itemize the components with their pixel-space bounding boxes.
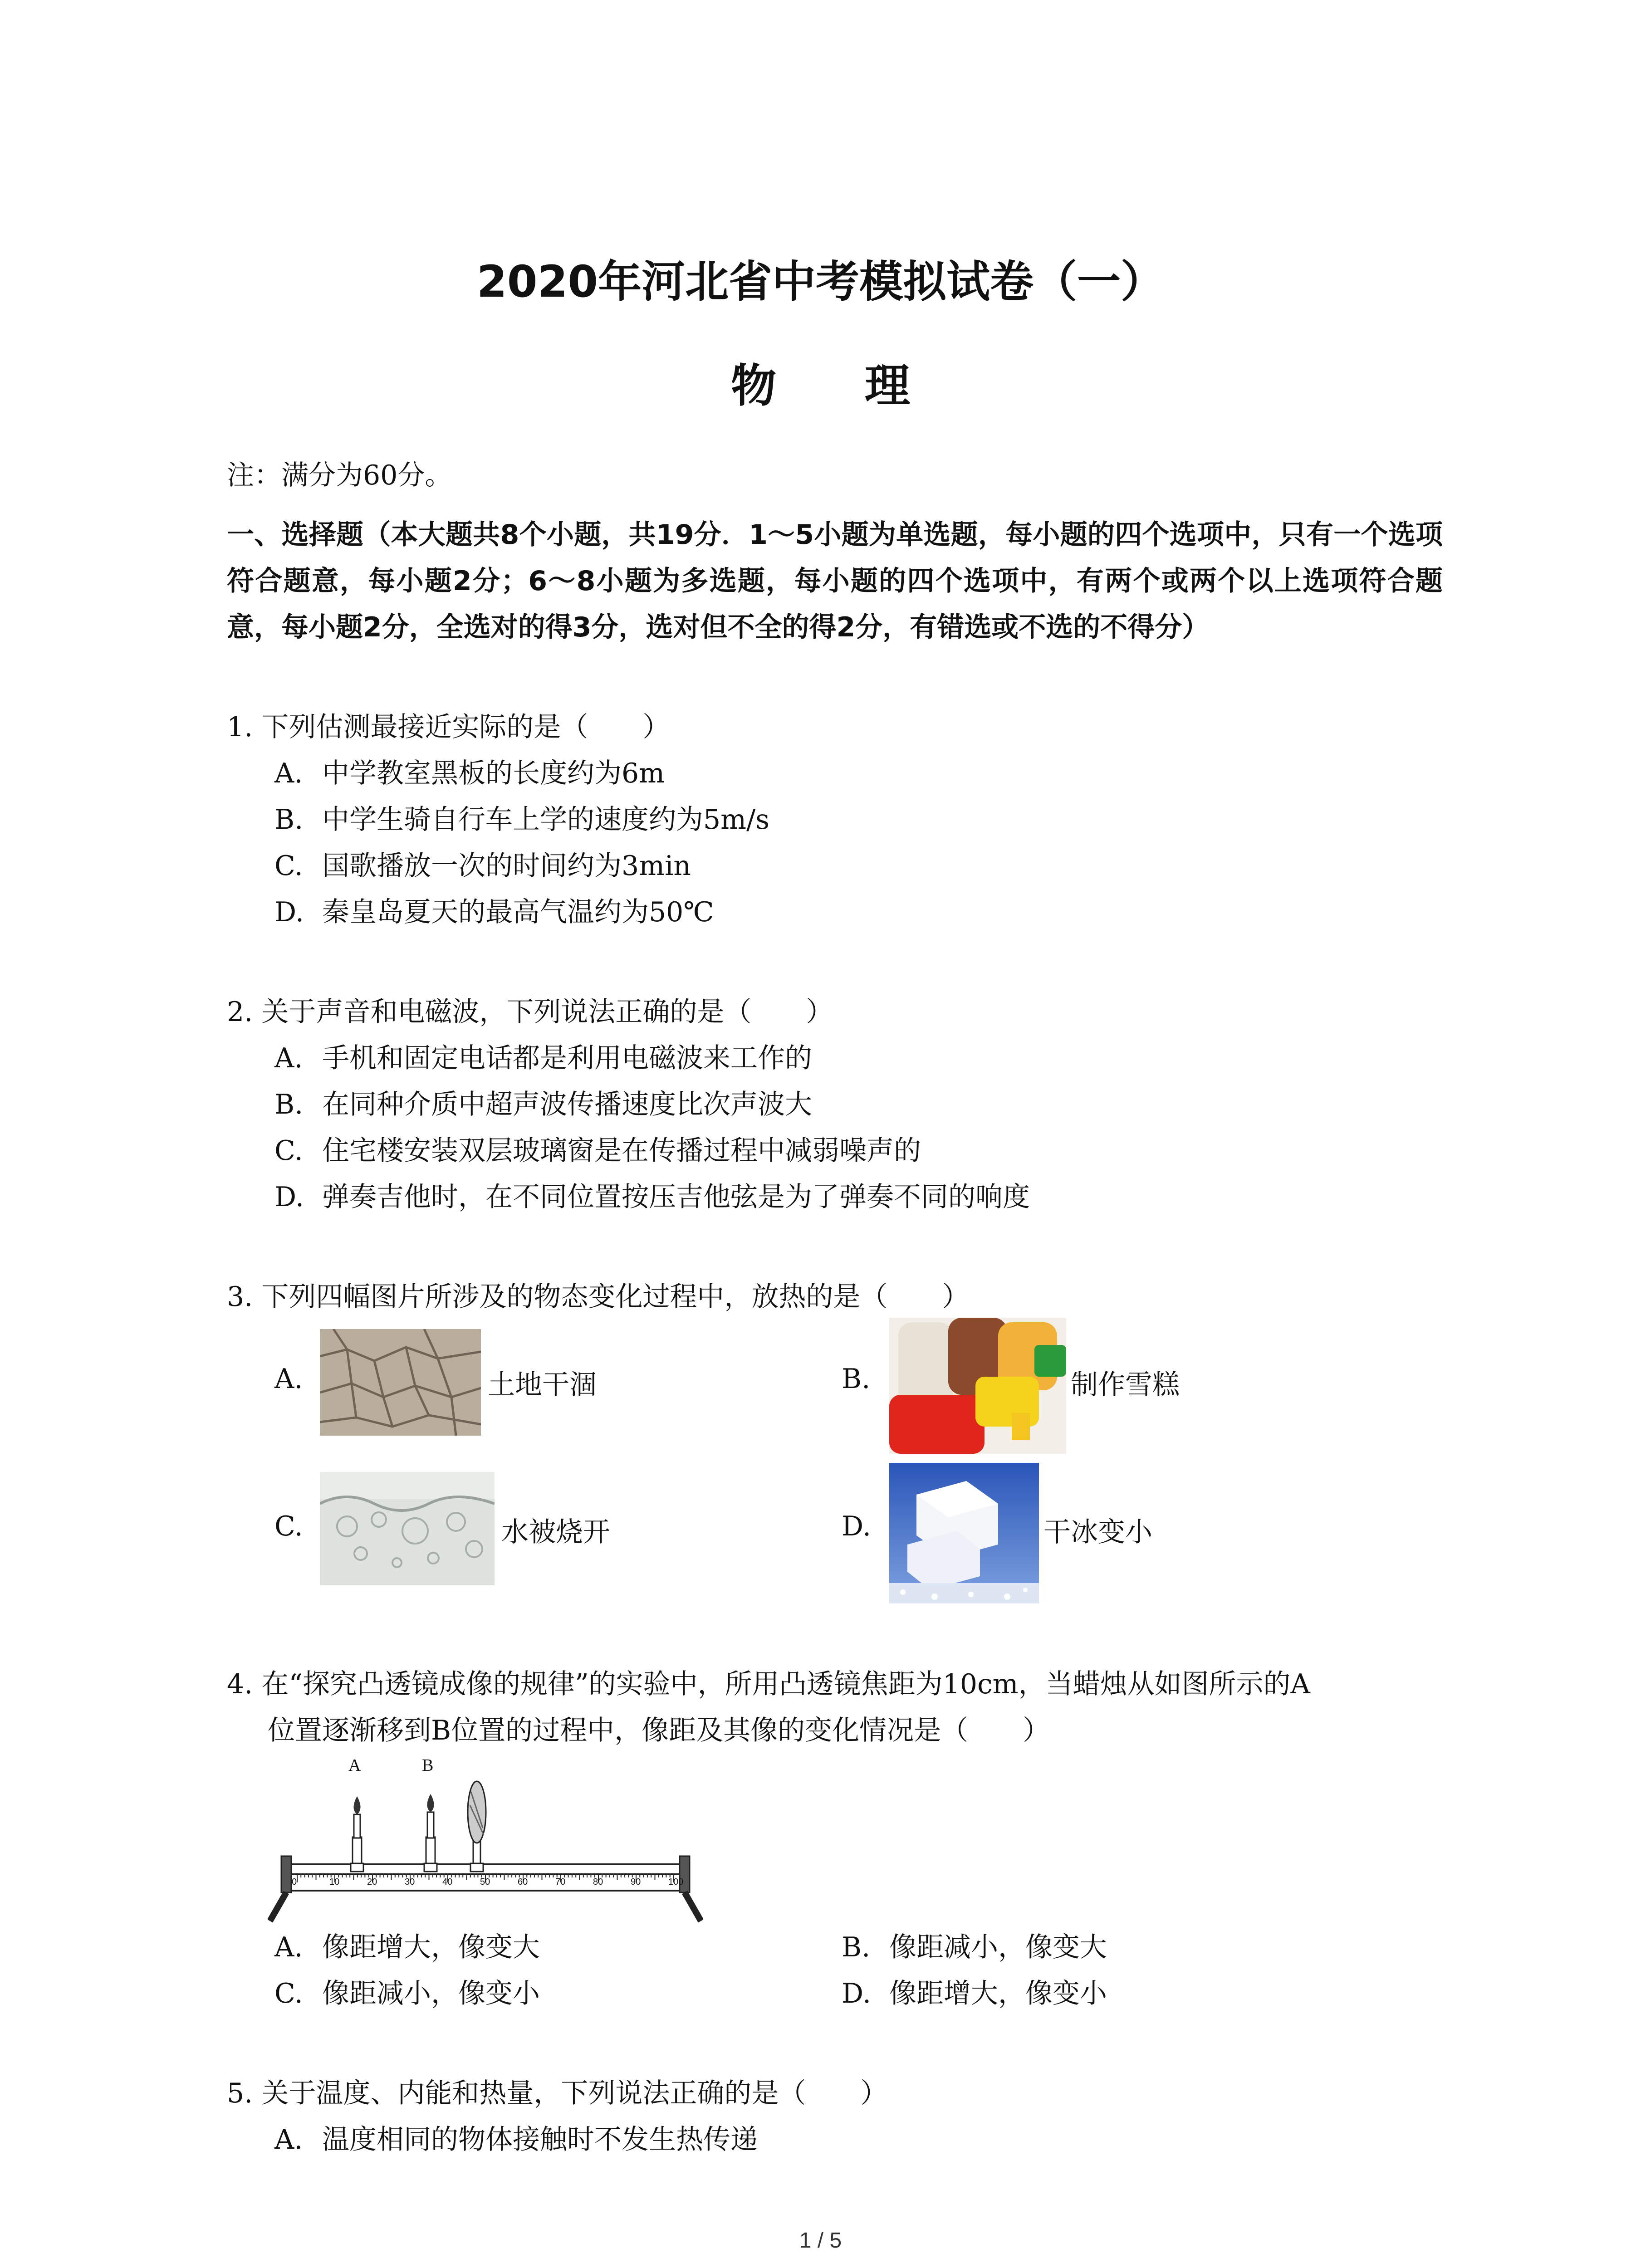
- optical-bench-figure: [268, 1755, 703, 1923]
- question-2-option-b: [274, 1083, 812, 1122]
- option-text: 国歌播放一次的时间约为3min: [322, 850, 691, 882]
- question-4-stem-line1: 4. 在“探究凸透镜成像的规律”的实验中，所用凸透镜焦距为10cm，当蜡烛从如图所示的A: [227, 1668, 1310, 1700]
- option-text: 住宅楼安装双层玻璃窗是在传播过程中减弱噪声的: [322, 1135, 921, 1167]
- question-3-option-d-label: D.: [842, 1510, 872, 1542]
- ruler-tick-label: 20: [367, 1877, 377, 1887]
- option-text: 像距减小，像变大: [889, 1931, 1107, 1963]
- ruler-tick-label: 80: [593, 1877, 603, 1887]
- ruler-tick-label: 30: [405, 1877, 415, 1887]
- question-2-option-d: [274, 1175, 1030, 1214]
- ruler-tick-label: 0: [292, 1877, 297, 1887]
- candle-a-icon: [351, 1796, 363, 1872]
- option-text: 中学教室黑板的长度约为6m: [322, 758, 665, 789]
- dry-ice-image: [889, 1463, 1039, 1603]
- question-1-stem: 1. 下列估测最接近实际的是（ ）: [227, 711, 670, 743]
- question-1-option-b: [274, 798, 769, 837]
- ruler-tick-label: 10: [329, 1877, 340, 1887]
- convex-lens-icon: [468, 1781, 486, 1872]
- question-4-option-d: [842, 1972, 1107, 2011]
- option-text: 像距减小，像变小: [322, 1978, 540, 2009]
- score-note: 注：满分为60分。: [227, 459, 452, 491]
- option-text: 在同种介质中超声波传播速度比次声波大: [322, 1089, 812, 1120]
- question-4-option-a: [274, 1926, 540, 1965]
- question-3-stem: 3. 下列四幅图片所涉及的物态变化过程中，放热的是（ ）: [227, 1281, 970, 1313]
- dry-cracked-soil-image: [320, 1329, 481, 1436]
- section-intro: 一、选择题（本大题共8个小题，共19分．1～5小题为单选题，每小题的四个选项中，只有一个选项符合题意，每小题2分；6～8小题为多选题，每小题的四个选项中，有两个或两个以上选项符合题意，每小题2分，全选对的得3分，选对但不全的得2分，有错选或不选的不得分）: [227, 519, 1443, 643]
- option-label: D.: [274, 896, 304, 928]
- option-text: 弹奏吉他时，在不同位置按压吉他弦是为了弹奏不同的响度: [322, 1181, 1030, 1213]
- subject-title: 物 理: [731, 359, 946, 412]
- question-3-option-b-text: 制作雪糕: [1071, 1369, 1180, 1401]
- question-4-stem-line2: 位置逐渐移到B位置的过程中，像距及其像的变化情况是（ ）: [268, 1715, 1050, 1746]
- question-5-stem: 5. 关于温度、内能和热量，下列说法正确的是（ ）: [227, 2077, 888, 2109]
- option-label: B.: [274, 1089, 304, 1120]
- option-label: B.: [842, 1931, 871, 1963]
- question-2-option-c: [274, 1129, 921, 1168]
- ruler-tick-label: 70: [555, 1877, 566, 1887]
- option-text: 手机和固定电话都是利用电磁波来工作的: [322, 1042, 812, 1074]
- question-1-option-a: [274, 752, 665, 791]
- question-1-option-d: [274, 890, 714, 929]
- ruler-tick-label: 40: [442, 1877, 453, 1887]
- ruler-tick-label: 50: [480, 1877, 490, 1887]
- option-label: B.: [274, 804, 304, 836]
- option-label: D.: [274, 1181, 304, 1213]
- option-label: A.: [274, 2124, 303, 2156]
- option-label: A.: [274, 758, 303, 789]
- option-label: C.: [274, 850, 303, 882]
- ruler-tick-label: 60: [518, 1877, 528, 1887]
- question-2-option-a: [274, 1036, 812, 1075]
- option-label: D.: [842, 1978, 872, 2009]
- option-label: C.: [274, 1978, 303, 2009]
- option-text: 像距增大，像变小: [889, 1978, 1107, 2009]
- boiling-water-image: [320, 1472, 495, 1585]
- question-3-option-c-text: 水被烧开: [501, 1516, 610, 1548]
- question-4-option-b: [842, 1926, 1107, 1965]
- exam-title: 2020年河北省中考模拟试卷（一）: [476, 256, 1165, 307]
- question-1-option-c: [274, 844, 691, 883]
- option-text: 温度相同的物体接触时不发生热传递: [322, 2124, 758, 2156]
- option-label: C.: [274, 1135, 303, 1167]
- option-text: 中学生骑自行车上学的速度约为5m/s: [322, 804, 770, 836]
- popsicles-image: [889, 1318, 1066, 1454]
- option-label: A.: [274, 1042, 303, 1074]
- ruler-tick-label: 100: [668, 1877, 684, 1887]
- question-4-option-c: [274, 1972, 540, 2011]
- candle-b-icon: [424, 1794, 437, 1872]
- option-label: A.: [274, 1931, 303, 1963]
- question-3-option-a-label: A.: [274, 1363, 303, 1395]
- question-3-option-d-text: 干冰变小: [1043, 1516, 1152, 1548]
- option-text: 像距增大，像变大: [322, 1931, 540, 1963]
- question-3-option-b-label: B.: [842, 1363, 871, 1395]
- question-3-option-c-label: C.: [274, 1510, 303, 1542]
- question-5-option-a: [274, 2118, 758, 2157]
- option-text: 秦皇岛夏天的最高气温约为50℃: [322, 896, 714, 928]
- question-2-stem: 2. 关于声音和电磁波，下列说法正确的是（ ）: [227, 996, 833, 1028]
- page-number: 1 / 5: [799, 2229, 842, 2253]
- question-3-option-a-text: 土地干涸: [488, 1369, 597, 1401]
- ruler-tick-label: 90: [631, 1877, 641, 1887]
- figure-label-a: A: [348, 1756, 361, 1775]
- figure-label-b: B: [422, 1756, 434, 1775]
